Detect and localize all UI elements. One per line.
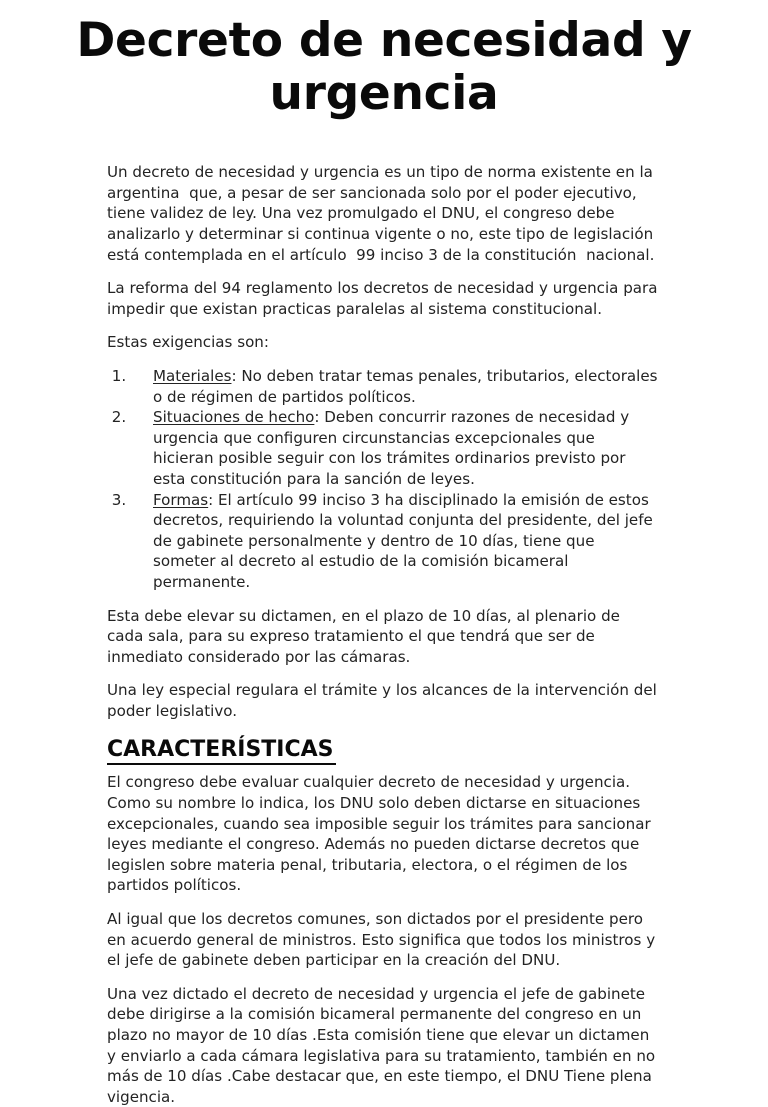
requirements-list <box>107 366 663 593</box>
post-list-paragraph-2: Una ley especial regulara el trámite y los alcances de la intervención del poder legislativo. <box>107 681 662 720</box>
section-paragraph-3: Una vez dictado el decreto de necesidad y urgencia el jefe de gabinete debe dirigirse a la comisión bicameral permanente del congreso en un plazo no mayor de 10 días .Esta comisión tiene que elevar un dictamen y enviarlo a cada cámara legislativa para su tratamiento, también en no más de 10 días .Cabe destacar que, en este tiempo, el DNU Tiene plena vigencia. <box>107 984 660 1106</box>
list-item-text: : El artículo 99 inciso 3 ha disciplinado la emisión de estos decretos, requiriendo la voluntad conjunta del presidente, del jefe de gabinete personalmente y dentro de 10 días, tiene que someter al decreto al estudio de la comisión bicameral permanente. <box>153 490 658 591</box>
post-list-paragraph-1: Esta debe elevar su dictamen, en el plazo de 10 días, al plenario de cada sala, para su expreso tratamiento el que tendrá que ser de inmediato considerado por las cámaras. <box>107 606 625 666</box>
list-item <box>131 407 658 489</box>
list-item-term: Situaciones de hecho <box>153 408 315 427</box>
section-heading-text: CARACTERÍSTICAS <box>107 737 336 765</box>
intro-paragraph-2: La reforma del 94 reglamento los decretos de necesidad y urgencia para impedir que existan practicas paralelas al sistema constitucional. <box>107 279 663 318</box>
list-item <box>131 490 658 593</box>
title-spacer <box>0 120 768 162</box>
section-paragraph-1: El congreso debe evaluar cualquier decreto de necesidad y urgencia. Como su nombre lo indica, los DNU solo deben dictarse en situaciones excepcionales, cuando sea imposible seguir los trámites para sancionar leyes mediante el congreso. Además no pueden dictarse decretos que legislen sobre materia penal, tributaria, electora, o el régimen de los partidos políticos. <box>107 773 656 895</box>
section-paragraph-2: Al igual que los decretos comunes, son dictados por el presidente pero en acuerdo general de ministros. Esto significa que todos los ministros y el jefe de gabinete deben participar en la creación del DNU. <box>107 910 660 970</box>
list-item-text: : No deben tratar temas penales, tributarios, electorales o de régimen de partidos políticos. <box>153 366 663 406</box>
list-item <box>131 366 663 407</box>
list-item-term: Materiales <box>153 366 232 385</box>
section-heading <box>107 737 658 763</box>
list-item-term: Formas <box>153 490 209 509</box>
list-item-text: : Deben concurrir razones de necesidad y urgencia que configuren circunstancias excepcionales que hicieran posible seguir con los trámites ordinarios previsto por esta constitución para la sanción de leyes. <box>153 408 634 488</box>
intro-paragraph-1: Un decreto de necesidad y urgencia es un tipo de norma existente en la argentina que, a pesar de ser sancionada solo por el poder ejecutivo, tiene validez de ley. Una vez promulgado el DNU, el congreso debe analizarlo y determinar si continua vigente o no, este tipo de legislación está contemplada en el artículo 99 inciso 3 de la constitución nacional. <box>107 163 658 264</box>
intro-paragraph-3: Estas exigencias son: <box>107 333 269 352</box>
page-title: Decreto de necesidad y urgencia <box>76 13 692 122</box>
document-body <box>0 162 768 1107</box>
